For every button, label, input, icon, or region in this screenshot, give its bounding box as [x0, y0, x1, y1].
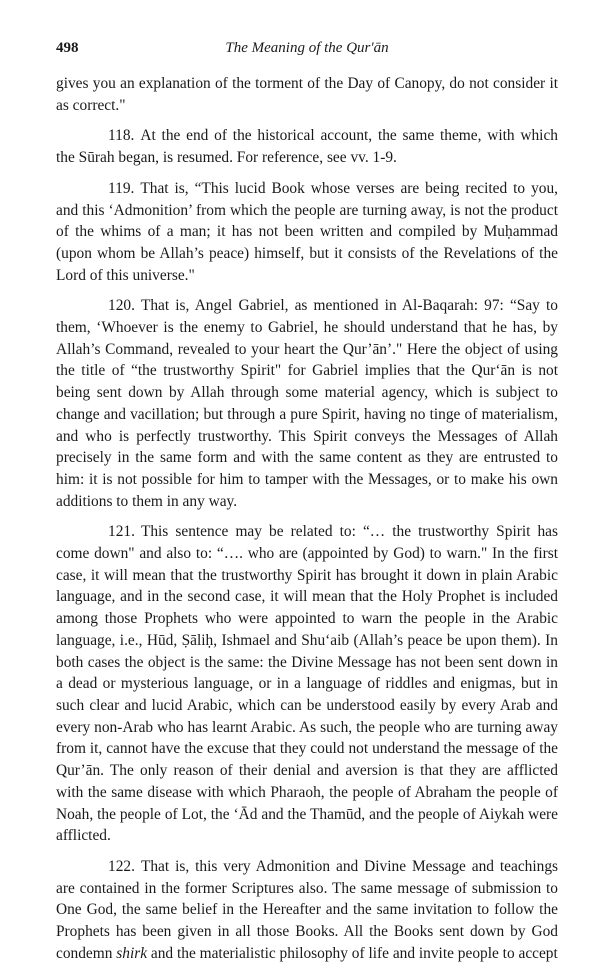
note-text: That is, this very Admonition and Divine Message and teachings are contained in the former Scriptures also. The same message of submission to One God, the same belief in the Hereafter and the same invitation to follow the Prophets has been given in all those Books. All the Books sent down by God condemn — [56, 857, 558, 962]
note-number: 118. — [108, 127, 135, 145]
note-text-continued: and the materialistic philosophy of life and invite people to accept — [147, 944, 558, 962]
note-number: 121. — [108, 523, 135, 541]
note-text: That is, “This lucid Book whose verses are being recited to you, and this ‘Admonition’ from which the people are turning away, is not the product of the whims of a man; it has not been written and compiled by Muḥammad (upon whom be Allah’s peace) himself, but it consists of the Revelations of the Lord of this universe." — [56, 179, 558, 284]
page-body — [56, 73, 558, 973]
note-119 — [56, 178, 558, 287]
running-title: The Meaning of the Qur'ān — [225, 40, 389, 56]
note-number: 120. — [108, 297, 135, 315]
note-118 — [56, 125, 558, 168]
note-text: This sentence may be related to: “… the trustworthy Spirit has come down" and also to: “…. who are (appointed by God) to warn." In the first case, it will mean that the trustworthy Spirit has brought it down in plain Arabic language, and in the second case, it will mean that the Holy Prophet is included among those Prophets who were appointed to warn the people in the Arabic language, i.e., Hūd, Ṣāliḥ, Ishmael and Shu‘aib (Allah’s peace be upon them). In both cases the object is the same: the Divine Message has not been sent down in a dead or mysterious language, or in a language of riddles and enigmas, but in such clear and lucid Arabic, which can be understood easily by every Arab and every non-Arab who has learnt Arabic. As such, the people who are turning away from it, cannot have the excuse that they could not understand the message of the Qur’ān. The only reason of their denial and aversion is that they are afflicted with the same disease with which Pharaoh, the people of Abraham the people of Noah, the people of Lot, the ‘Ād and the Thamūd, and the people of Aiykah were afflicted. — [56, 523, 558, 845]
note-number: 122. — [108, 857, 135, 875]
note-121 — [56, 521, 558, 847]
page-header — [56, 40, 558, 62]
continued-paragraph — [56, 73, 558, 116]
paragraph-text: gives you an explanation of the torment of the Day of Canopy, do not consider it as correct." — [56, 75, 558, 114]
italic-term: shirk — [116, 944, 148, 962]
page-number: 498 — [56, 40, 79, 56]
note-text: That is, Angel Gabriel, as mentioned in Al-Baqarah: 97: “Say to them, ‘Whoever is the enemy to Gabriel, he should understand that he has, by Allah’s Command, revealed to your heart the Qur’ān’." Here the object of using the title of “the trustworthy Spirit" for Gabriel implies that the Qur‘ān is not being sent down by Allah through some material agency, which is subject to change and vacillation; but through a pure Spirit, having no tinge of materialism, and who is perfectly trustworthy. This Spirit conveys the Messages of Allah precisely in the same form and with the same content as they are entrusted to him: it is not possible for him to tamper with the Messages, or to make his own additions to them in any way. — [56, 297, 558, 510]
note-120 — [56, 295, 558, 512]
note-number: 119. — [108, 179, 135, 197]
note-text: At the end of the historical account, the same theme, with which the Sūrah began, is resumed. For reference, see vv. 1-9. — [56, 127, 558, 167]
note-122 — [56, 856, 558, 965]
